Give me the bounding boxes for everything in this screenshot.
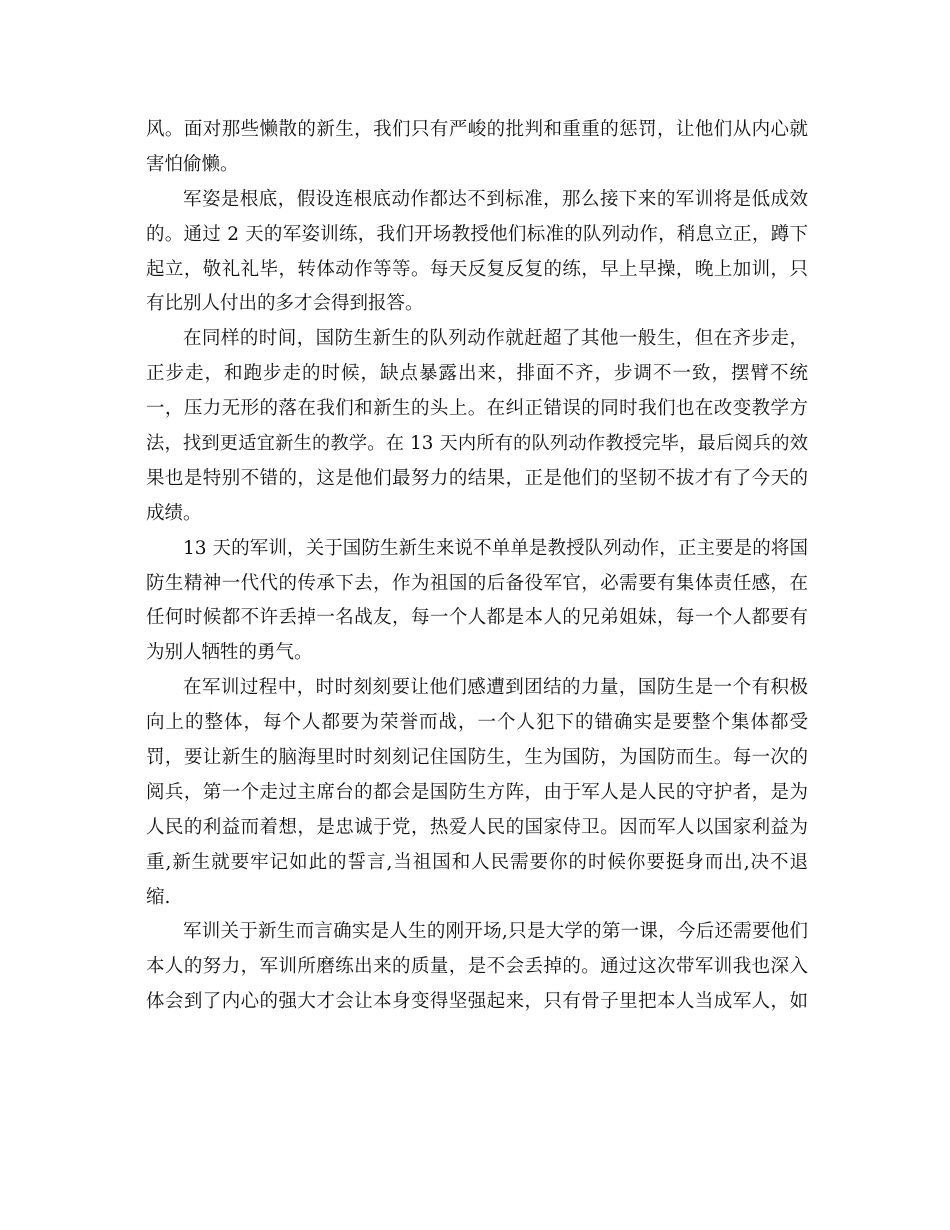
text-line [146,741,808,776]
document-body [146,113,808,1020]
text-line [146,636,808,671]
line-text: 正步走，和跑步走的时候，缺点暴露出来，排面不齐，步调不一致，摆臂不统 [146,363,808,385]
line-text: 在军训过程中，时时刻刻要让他们感遭到团结的力量，国防生是一个有积极 [183,677,808,699]
line-text: 阅兵，第一个走过主席台的都会是国防生方阵，由于军人是人民的守护者，是为 [146,781,808,803]
paragraph-first-line [146,915,808,950]
paragraph-first-line [146,322,808,357]
text-line [146,218,808,253]
paragraph-first-line [146,532,808,567]
line-text: 成绩。 [146,502,202,524]
text-line [146,950,808,985]
line-text: 法，找到更适宜新生的教学。在 13 天内所有的队列动作教授完毕，最后阅兵的效 [146,433,808,455]
text-line [146,287,808,322]
line-text: 起立，敬礼礼毕，转体动作等等。每天反复反复的练，早上早操，晚上加训，只 [146,258,808,280]
text-line [146,462,808,497]
text-line [146,985,808,1020]
line-text: 体会到了内心的强大才会让本身变得坚强起来，只有骨子里把本人当成军人，如 [146,991,808,1013]
line-text: 风。面对那些懒散的新生，我们只有严峻的批判和重重的惩罚，让他们从内心就 [146,119,808,140]
line-text: 果也是特别不错的，这是他们最努力的结果，正是他们的坚韧不拔才有了今天的 [146,467,808,489]
text-line [146,846,808,881]
text-line [146,706,808,741]
line-text: 本人的努力，军训所磨练出来的质量，是不会丢掉的。通过这次带军训我也深入 [146,956,808,978]
paragraph-first-line [146,183,808,218]
line-text: 重,新生就要牢记如此的誓言,当祖国和人民需要你的时候你要挺身而出,决不退 [146,851,808,873]
text-line [146,148,808,183]
line-text: 军姿是根底，假设连根底动作都达不到标准，那么接下来的军训将是低成效 [183,188,808,210]
line-text: 缩. [146,886,171,908]
line-text: 人民的利益而着想，是忠诚于党，热爱人民的国家侍卫。因而军人以国家利益为 [146,816,808,838]
line-text: 向上的整体，每个人都要为荣誉而战，一个人犯下的错确实是要整个集体都受 [146,712,808,734]
line-text: 的。通过 2 天的军姿训练，我们开场教授他们标准的队列动作，稍息立正，蹲下 [146,223,808,245]
line-text: 害怕偷懒。 [146,153,239,175]
paragraph-first-line [146,671,808,706]
line-text: 为别人牺牲的勇气。 [146,642,313,664]
text-line [146,497,808,532]
line-text: 任何时候都不许丢掉一名战友，每一个人都是本人的兄弟姐妹，每一个人都要有 [146,607,808,629]
line-text: 一，压力无形的落在我们和新生的头上。在纠正错误的同时我们也在改变教学方 [146,398,808,420]
text-line [146,881,808,916]
line-text: 军训关于新生而言确实是人生的刚开场,只是大学的第一课，今后还需要他们 [183,921,808,943]
text-line [146,776,808,811]
line-text: 有比别人付出的多才会得到报答。 [146,293,424,315]
text-line [146,601,808,636]
text-line [146,392,808,427]
line-text: 防生精神一代代的传承下去，作为祖国的后备役军官，必需要有集体责任感，在 [146,572,808,594]
text-line [146,567,808,602]
line-text: 13 天的军训，关于国防生新生来说不单单是教授队列动作，正主要是的将国 [183,537,808,559]
line-text: 罚，要让新生的脑海里时时刻刻记住国防生，生为国防，为国防而生。每一次的 [146,747,808,769]
text-line [146,811,808,846]
line-text: 在同样的时间，国防生新生的队列动作就赶超了其他一般生，但在齐步走， [183,328,808,350]
text-line [146,357,808,392]
text-line [146,253,808,288]
text-line [146,113,808,148]
text-line [146,427,808,462]
